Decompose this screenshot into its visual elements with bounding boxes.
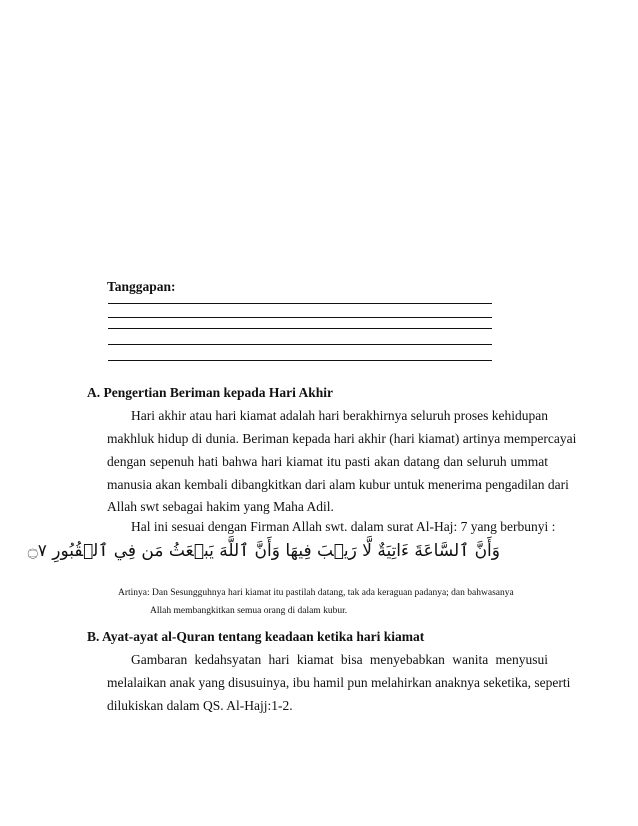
section-a-paragraph-2: Hal ini sesuai dengan Firman Allah swt. dalam surat Al-Haj: 7 yang berbunyi : bbox=[131, 519, 556, 534]
translation-line-1: Artinya: Dan Sesungguhnya hari kiamat itu pastilah datang, tak ada keraguan padanya; dan bahwasanya bbox=[118, 588, 514, 598]
paragraph-line: Gambaran kedahsyatan hari kiamat bisa menyebabkan wanita menyusui bbox=[131, 652, 548, 667]
response-line bbox=[108, 328, 492, 329]
section-b-heading: B. Ayat-ayat al-Quran tentang keadaan ketika hari kiamat bbox=[87, 629, 425, 644]
tanggapan-label: Tanggapan: bbox=[107, 279, 176, 294]
response-line bbox=[108, 303, 492, 304]
arabic-verse: وَأَنَّ ٱلسَّاعَةَ ءَاتِيَةٌ لَّا رَيۡبَ فِيهَا وَأَنَّ ٱللَّهَ يَبۡعَثُ مَن فِي ٱلۡقُبُورِ ۝٧ bbox=[27, 541, 500, 561]
response-line bbox=[108, 317, 492, 318]
section-a-heading: A. Pengertian Beriman kepada Hari Akhir bbox=[87, 385, 333, 400]
response-line bbox=[108, 344, 492, 345]
paragraph-line: Hari akhir atau hari kiamat adalah hari berakhirnya seluruh proses kehidupan bbox=[131, 408, 548, 423]
response-line bbox=[108, 360, 492, 361]
paragraph-line: melalaikan anak yang disusuinya, ibu hamil pun melahirkan anaknya seketika, seperti bbox=[107, 675, 571, 690]
paragraph-line: manusia akan kembali dibangkitkan dari alam kubur untuk menerima pengadilan dari bbox=[107, 477, 569, 492]
paragraph-line: dilukiskan dalam QS. Al-Hajj:1-2. bbox=[107, 698, 293, 713]
paragraph-line: dengan sepenuh hati bahwa hari kiamat itu pasti akan datang dan seluruh ummat bbox=[107, 454, 548, 469]
paragraph-line: Allah swt sebagai hakim yang Maha Adil. bbox=[107, 499, 334, 514]
translation-line-2: Allah membangkitkan semua orang di dalam kubur. bbox=[150, 606, 348, 616]
paragraph-line: makhluk hidup di dunia. Beriman kepada hari akhir (hari kiamat) artinya mempercayai bbox=[107, 431, 577, 446]
